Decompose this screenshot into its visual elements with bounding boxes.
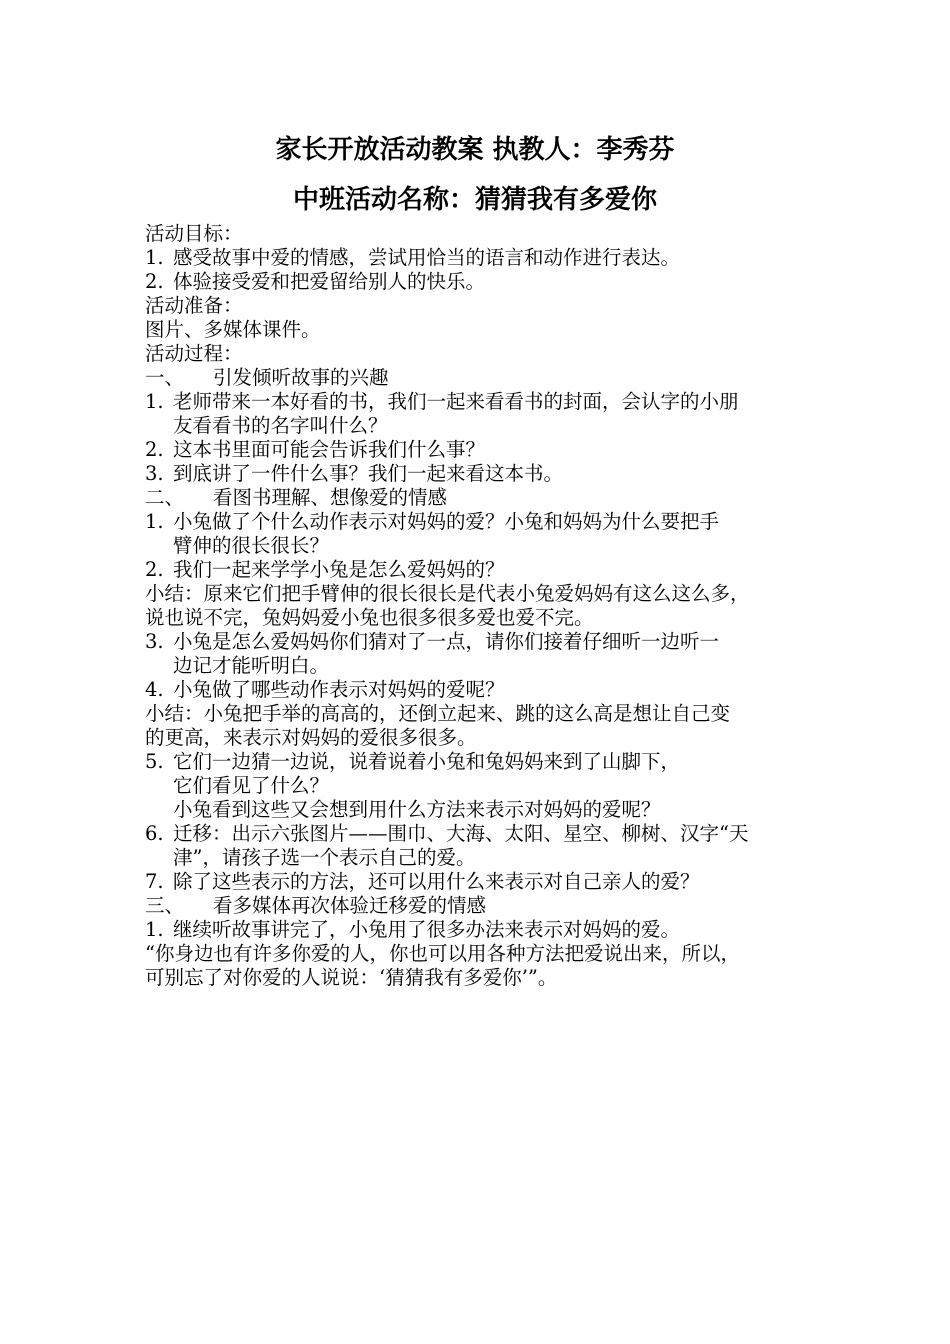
goal-item — [145, 246, 835, 270]
item-number: 5. — [145, 750, 164, 773]
item-text-continued: 臂伸的很长很长？ — [173, 534, 330, 557]
step-item — [145, 510, 835, 558]
item-text: 体验接受爱和把爱留给别人的快乐。 — [173, 270, 486, 293]
goal-heading: 活动目标： — [145, 222, 243, 245]
item-number: 2. — [145, 270, 164, 293]
item-text: 到底讲了一件什么事？我们一起来看这本书。 — [173, 462, 564, 485]
item-text: 小兔做了个什么动作表示对妈妈的爱？小兔和妈妈为什么要把手 — [173, 510, 720, 533]
item-text-continued: 友看看书的名字叫什么？ — [173, 414, 388, 437]
item-text: 继续听故事讲完了，小兔用了很多办法来表示对妈妈的爱。 — [173, 918, 681, 941]
closing-quote: “你身边也有许多你爱的人，你也可以用各种方法把爱说出来，所以， — [145, 942, 740, 965]
activity-name-heading: 中班活动名称：猜猜我有多爱你 — [292, 185, 657, 215]
step-item — [145, 822, 835, 870]
summary-text-continued: 的更高，来表示对妈妈的爱很多很多。 — [145, 726, 477, 749]
step-item — [145, 918, 835, 942]
section-title: 看多媒体再次体验迁移爱的情感 — [213, 894, 487, 917]
item-number: 6. — [145, 822, 164, 845]
section-title: 引发倾听故事的兴趣 — [213, 366, 389, 389]
item-number: 1. — [145, 918, 164, 941]
step-item — [145, 558, 835, 582]
summary-text: 小结：原来它们把手臂伸的很长很长是代表小兔爱妈妈有这么这么多， — [145, 582, 750, 605]
item-text-continued: 小兔看到这些又会想到用什么方法来表示对妈妈的爱呢？ — [173, 798, 661, 821]
item-text: 我们一起来学学小兔是怎么爱妈妈的？ — [173, 558, 505, 581]
item-text: 迁移：出示六张图片——围巾、大海、太阳、星空、柳树、汉字“天 — [173, 822, 749, 845]
item-text-continued: 它们看见了什么？ — [173, 774, 330, 797]
prep-heading: 活动准备： — [145, 294, 243, 317]
item-number: 3. — [145, 630, 164, 653]
item-text-continued: 边记才能听明白。 — [173, 654, 330, 677]
step-item — [145, 870, 835, 894]
closing-quote-continued: 可别忘了对你爱的人说说：‘猜猜我有多爱你’”。 — [145, 966, 558, 989]
step-item — [145, 630, 835, 678]
item-number: 1. — [145, 246, 164, 269]
process-heading: 活动过程： — [145, 342, 243, 365]
item-number: 2. — [145, 438, 164, 461]
item-text: 老师带来一本好看的书，我们一起来看看书的封面，会认字的小朋 — [173, 390, 739, 413]
item-text: 小兔是怎么爱妈妈你们猜对了一点，请你们接着仔细听一边听一 — [173, 630, 720, 653]
goal-item — [145, 270, 835, 294]
item-text: 它们一边猜一边说，说着说着小兔和兔妈妈来到了山脚下， — [173, 750, 681, 773]
step-item — [145, 438, 835, 462]
step-item — [145, 678, 835, 702]
item-text: 这本书里面可能会告诉我们什么事？ — [173, 438, 486, 461]
section-heading — [145, 486, 835, 510]
prep-text: 图片、多媒体课件。 — [145, 318, 321, 341]
item-number: 1. — [145, 390, 164, 413]
document-title: 家长开放活动教案 执教人：李秀芬 — [275, 135, 675, 165]
item-text: 小兔做了哪些动作表示对妈妈的爱呢？ — [173, 678, 505, 701]
section-heading — [145, 366, 835, 390]
item-text: 除了这些表示的方法，还可以用什么来表示对自己亲人的爱？ — [173, 870, 700, 893]
item-number: 2. — [145, 558, 164, 581]
summary-text: 小结：小兔把手举的高高的，还倒立起来、跳的这么高是想让自己变 — [145, 702, 731, 725]
item-number: 1. — [145, 510, 164, 533]
step-item — [145, 390, 835, 438]
step-item — [145, 462, 835, 486]
section-number: 三、 — [145, 894, 185, 917]
section-title: 看图书理解、想像爱的情感 — [213, 486, 448, 509]
item-text-continued: 津”，请孩子选一个表示自己的爱。 — [173, 846, 476, 869]
summary-text-continued: 说也说不完，兔妈妈爱小兔也很多很多爱也爱不完。 — [145, 606, 594, 629]
item-number: 3. — [145, 462, 164, 485]
item-text: 感受故事中爱的情感，尝试用恰当的语言和动作进行表达。 — [173, 246, 681, 269]
item-number: 4. — [145, 678, 164, 701]
document-body — [145, 222, 835, 990]
step-item — [145, 750, 835, 822]
section-heading — [145, 894, 835, 918]
item-number: 7. — [145, 870, 164, 893]
section-number: 一、 — [145, 366, 185, 389]
section-number: 二、 — [145, 486, 185, 509]
